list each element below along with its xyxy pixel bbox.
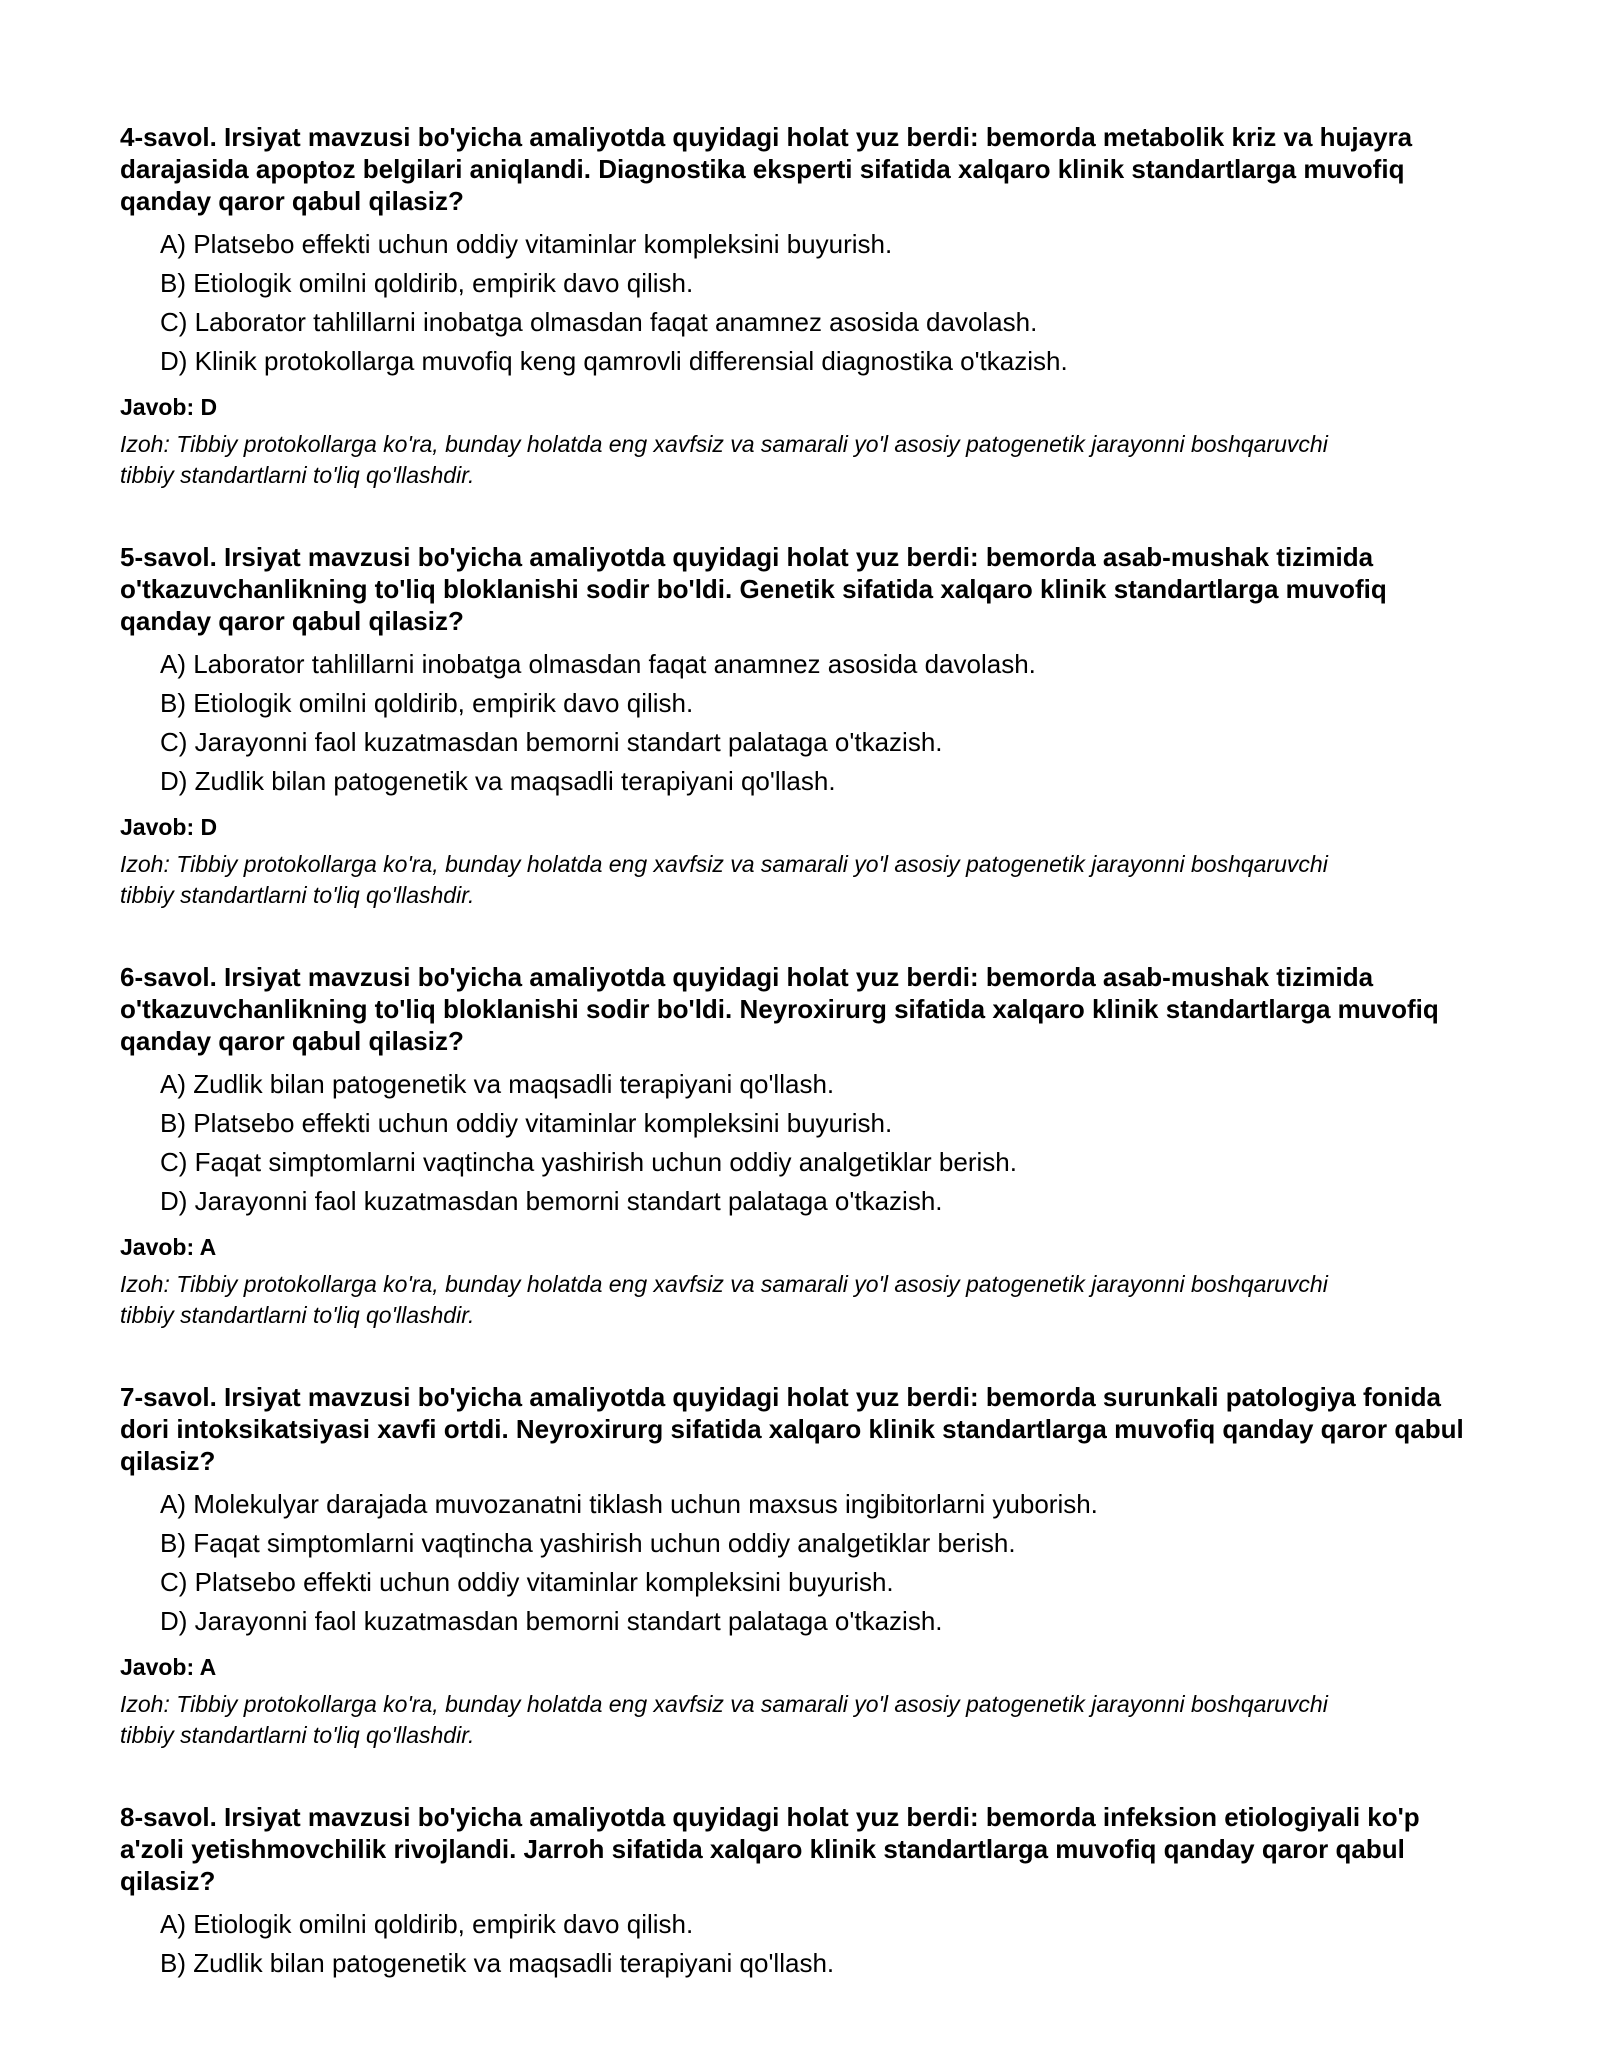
option-b: B) Faqat simptomlarni vaqtincha yashirish uchun oddiy analgetiklar berish. <box>160 1528 1016 1558</box>
option-a: A) Molekulyar darajada muvozanatni tiklash uchun maxsus ingibitorlarni yuborish. <box>160 1489 1098 1519</box>
question-5 <box>120 541 1480 911</box>
explanation-note: Izoh: Tibbiy protokollarga ko'ra, bunday holatda eng xavfsiz va samarali yo'l asosiy patogenetik jarayonni boshqaruvchi tibbiy standartlarni to'liq qo'llashdir. <box>120 1691 1328 1748</box>
option-d: D) Klinik protokollarga muvofiq keng qamrovli differensial diagnostika o'tkazish. <box>160 346 1068 376</box>
question-7 <box>120 1381 1480 1751</box>
option-d: D) Jarayonni faol kuzatmasdan bemorni standart palataga o'tkazish. <box>160 1606 943 1636</box>
option-b: B) Etiologik omilni qoldirib, empirik davo qilish. <box>160 688 694 718</box>
answer-options <box>120 1485 1480 1641</box>
question-title: 6-savol. Irsiyat mavzusi bo'yicha amaliyotda quyidagi holat yuz berdi: bemorda asab-mushak tizimida o'tkazuvchanlikning to'liq bloklanishi sodir bo'ldi. Neyroxirurg sifatida xalqaro klinik standartlarga muvofiq qanday qaror qabul qilasiz? <box>120 962 1439 1056</box>
option-a: A) Laborator tahlillarni inobatga olmasdan faqat anamnez asosida davolash. <box>160 649 1036 679</box>
question-title: 8-savol. Irsiyat mavzusi bo'yicha amaliyotda quyidagi holat yuz berdi: bemorda infeksion etiologiyali ko'p a'zoli yetishmovchilik rivojlandi. Jarroh sifatida xalqaro klinik standartlarga muvofiq qanday qaror qabul qilasiz? <box>120 1802 1420 1896</box>
explanation-note: Izoh: Tibbiy protokollarga ko'ra, bunday holatda eng xavfsiz va samarali yo'l asosiy patogenetik jarayonni boshqaruvchi tibbiy standartlarni to'liq qo'llashdir. <box>120 851 1328 908</box>
question-4 <box>120 121 1480 491</box>
answer-key: Javob: D <box>120 394 218 420</box>
answer-key: Javob: A <box>120 1654 217 1680</box>
option-c: C) Jarayonni faol kuzatmasdan bemorni standart palataga o'tkazish. <box>160 727 943 757</box>
answer-options <box>120 1905 1480 1983</box>
answer-options <box>120 225 1480 381</box>
option-b: B) Platsebo effekti uchun oddiy vitaminlar kompleksini buyurish. <box>160 1108 893 1138</box>
option-b: B) Etiologik omilni qoldirib, empirik davo qilish. <box>160 268 694 298</box>
option-d: D) Jarayonni faol kuzatmasdan bemorni standart palataga o'tkazish. <box>160 1186 943 1216</box>
option-c: C) Faqat simptomlarni vaqtincha yashirish uchun oddiy analgetiklar berish. <box>160 1147 1017 1177</box>
answer-options <box>120 1065 1480 1221</box>
explanation-note: Izoh: Tibbiy protokollarga ko'ra, bunday holatda eng xavfsiz va samarali yo'l asosiy patogenetik jarayonni boshqaruvchi tibbiy standartlarni to'liq qo'llashdir. <box>120 431 1328 488</box>
question-title: 5-savol. Irsiyat mavzusi bo'yicha amaliyotda quyidagi holat yuz berdi: bemorda asab-mushak tizimida o'tkazuvchanlikning to'liq bloklanishi sodir bo'ldi. Genetik sifatida xalqaro klinik standartlarga muvofiq qanday qaror qabul qilasiz? <box>120 542 1387 636</box>
option-a: A) Etiologik omilni qoldirib, empirik davo qilish. <box>160 1909 694 1939</box>
document-page <box>120 121 1480 2033</box>
answer-key: Javob: D <box>120 814 218 840</box>
answer-key: Javob: A <box>120 1234 217 1260</box>
answer-options <box>120 645 1480 801</box>
option-c: C) Platsebo effekti uchun oddiy vitaminlar kompleksini buyurish. <box>160 1567 894 1597</box>
question-title: 4-savol. Irsiyat mavzusi bo'yicha amaliyotda quyidagi holat yuz berdi: bemorda metabolik kriz va hujayra darajasida apoptoz belgilari aniqlandi. Diagnostika eksperti sifatida xalqaro klinik standartlarga muvofiq qanday qaror qabul qilasiz? <box>120 122 1413 216</box>
option-d: D) Zudlik bilan patogenetik va maqsadli terapiyani qo'llash. <box>160 766 836 796</box>
question-6 <box>120 961 1480 1331</box>
option-c: C) Laborator tahlillarni inobatga olmasdan faqat anamnez asosida davolash. <box>160 307 1038 337</box>
question-8 <box>120 1801 1480 1983</box>
option-a: A) Zudlik bilan patogenetik va maqsadli terapiyani qo'llash. <box>160 1069 835 1099</box>
question-title: 7-savol. Irsiyat mavzusi bo'yicha amaliyotda quyidagi holat yuz berdi: bemorda surunkali patologiya fonida dori intoksikatsiyasi xavfi ortdi. Neyroxirurg sifatida xalqaro klinik standartlarga muvofiq qanday qaror qabul qilasiz? <box>120 1382 1464 1476</box>
option-b: B) Zudlik bilan patogenetik va maqsadli terapiyani qo'llash. <box>160 1948 835 1978</box>
option-a: A) Platsebo effekti uchun oddiy vitaminlar kompleksini buyurish. <box>160 229 893 259</box>
explanation-note: Izoh: Tibbiy protokollarga ko'ra, bunday holatda eng xavfsiz va samarali yo'l asosiy patogenetik jarayonni boshqaruvchi tibbiy standartlarni to'liq qo'llashdir. <box>120 1271 1328 1328</box>
